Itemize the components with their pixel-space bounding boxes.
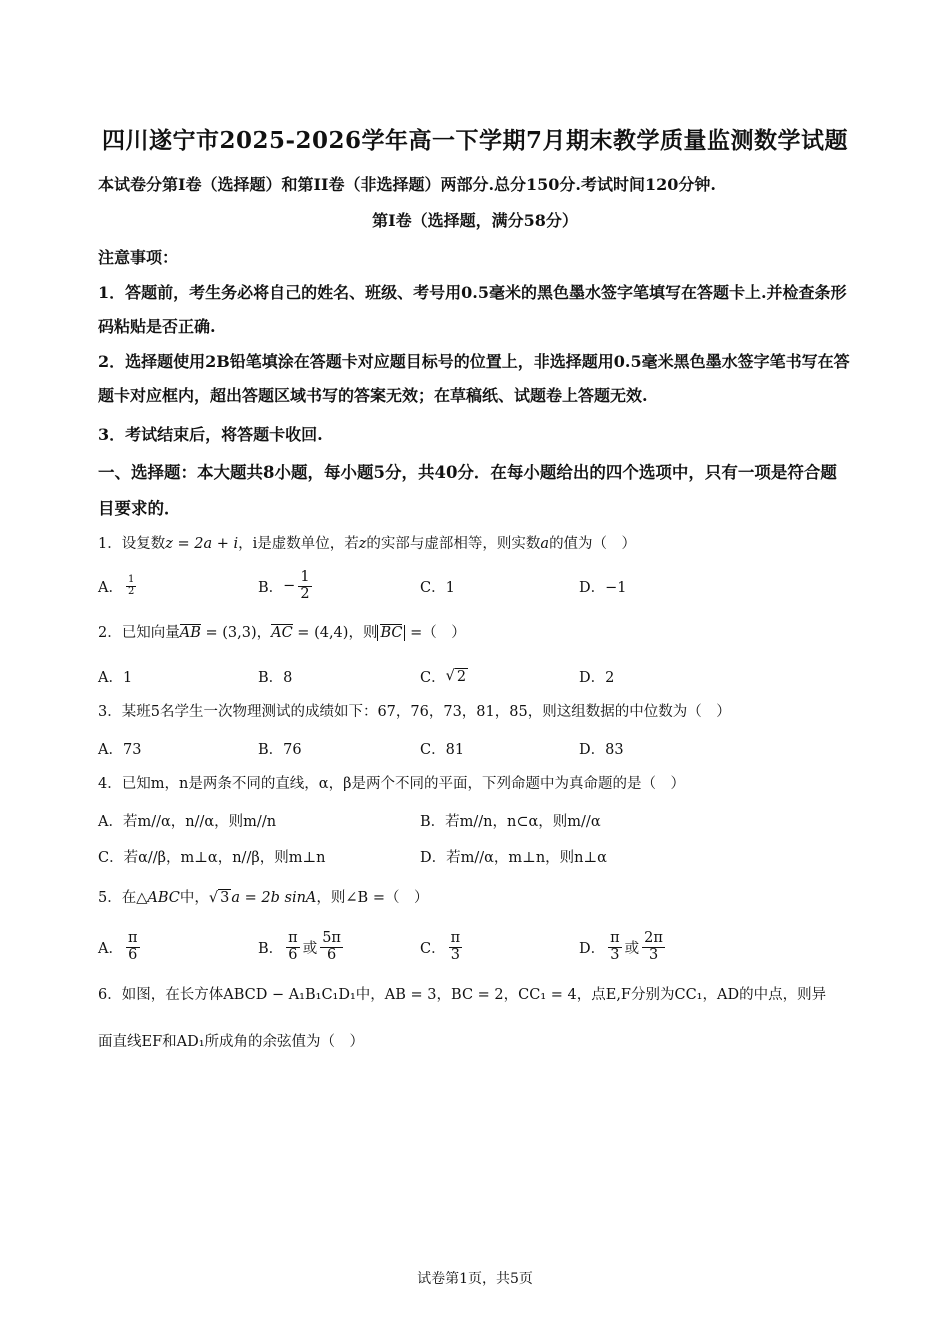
note-1: 1．答题前，考生务必将自己的姓名、班级、考号用0.5毫米的黑色墨水签字笔填写在答题卡上.并检查条形码粘贴是否正确.: [98, 283, 847, 336]
fraction: $\frac{1}{2}$: [127, 574, 135, 597]
option-d: D．2: [579, 669, 615, 686]
exam-intro: 本试卷分第I卷（选择题）和第II卷（非选择题）两部分.总分150分.考试时间120分钟.: [98, 175, 716, 194]
question-2-options: [98, 656, 853, 696]
fraction: $\frac{\pi}{3}$: [610, 930, 620, 963]
question-2: 2．已知向量AB = (3,3)，AC = (4,4)，则 BC =（ ）: [98, 625, 466, 641]
option-d: D． $\frac{\pi}{3}$ 或 $\frac{2\pi}{3}$: [579, 930, 663, 963]
option-b: B． − $\frac{1}{2}$: [258, 569, 310, 602]
question-4-options-row2: [98, 836, 853, 876]
question-1-options: [98, 566, 853, 606]
question-4: 4．已知m，n是两条不同的直线，α，β是两个不同的平面，下列命题中为真命题的是（ ）: [98, 776, 685, 792]
option-b: B． $\frac{\pi}{6}$ 或 $\frac{5\pi}{6}$: [258, 930, 341, 963]
option-b: B．若m//n，n⊂α，则m//α: [420, 813, 601, 830]
note-2: 2．选择题使用2B铅笔填涂在答题卡对应题目标号的位置上，非选择题用0.5毫米黑色墨水签字笔书写在答题卡对应框内，超出答题区域书写的答案无效；在草稿纸、试题卷上答题无效.: [98, 352, 850, 405]
question-3: 3．某班5名学生一次物理测试的成绩如下：67，76，73，81，85，则这组数据的中位数为（ ）: [98, 704, 731, 720]
question-6-line-1: 6．如图，在长方体ABCD − A₁B₁C₁D₁中，AB = 3，BC = 2，CC₁ = 4，点E,F分别为CC₁，AD的中点，则异: [98, 987, 827, 1003]
option-b: B．8: [258, 669, 293, 686]
question-1: 1．设复数z = 2a + i，i是虚数单位，若z的实部与虚部相等，则实数a的值为（ ）: [98, 536, 637, 552]
option-a: A． $\frac{1}{2}$: [98, 574, 135, 597]
option-c: C． √ 2: [420, 668, 467, 686]
option-b: B．76: [258, 741, 302, 758]
fraction: $\frac{\pi}{6}$: [127, 930, 138, 963]
notes-heading: 注意事项：: [98, 248, 179, 267]
sqrt-sign: √: [445, 668, 455, 684]
note-3: 3．考试结束后，将答题卡收回.: [98, 425, 323, 444]
question-5-options: [98, 927, 853, 967]
option-c: C． $\frac{\pi}{3}$: [420, 930, 461, 963]
option-d: D．若m//α，m⊥n，则n⊥α: [420, 849, 607, 866]
option-d: D．−1: [579, 579, 627, 596]
volume-heading: 第I卷（选择题，满分58分）: [372, 211, 578, 230]
option-c: C．若α//β，m⊥α，n//β，则m⊥n: [98, 849, 326, 866]
fraction: $\frac{\pi}{6}$: [288, 930, 298, 963]
option-d: D．83: [579, 741, 624, 758]
option-c: C．81: [420, 741, 465, 758]
fraction: $\frac{\pi}{3}$: [450, 930, 461, 963]
fraction: $\frac{2\pi}{3}$: [644, 930, 663, 963]
option-a: A．1: [98, 669, 133, 686]
vector-ac: AC: [271, 625, 293, 641]
question-5: 5．在△ABC中，√ 3 a = 2b sinA，则∠B =（ ）: [98, 890, 429, 906]
option-a: A． $\frac{\pi}{6}$: [98, 930, 138, 963]
option-a: A．若m//α，n//α，则m//n: [98, 813, 277, 830]
option-a: A．73: [98, 741, 142, 758]
option-c: C．1: [420, 579, 455, 596]
question-3-options: [98, 728, 853, 768]
fraction: $\frac{1}{2}$: [300, 569, 310, 602]
sqrt-sign: √: [208, 890, 219, 906]
page-footer: 试卷第1页，共5页: [417, 1271, 533, 1287]
question-6-line-2: 面直线EF和AD₁所成角的余弦值为（ ）: [98, 1034, 365, 1050]
section-heading: 一、选择题：本大题共8小题，每小题5分，共40分．在每小题给出的四个选项中，只有一项是符合题目要求的．: [98, 463, 837, 518]
question-4-options-row1: [98, 800, 853, 840]
vector-ab: AB: [179, 625, 201, 641]
exam-title: 四川遂宁市2025-2026学年高一下学期7月期末教学质量监测数学试题: [101, 127, 849, 154]
vector-bc-magnitude: BC: [377, 625, 405, 641]
math-expr: z = 2a + i: [165, 536, 239, 552]
fraction: $\frac{5\pi}{6}$: [322, 930, 341, 963]
